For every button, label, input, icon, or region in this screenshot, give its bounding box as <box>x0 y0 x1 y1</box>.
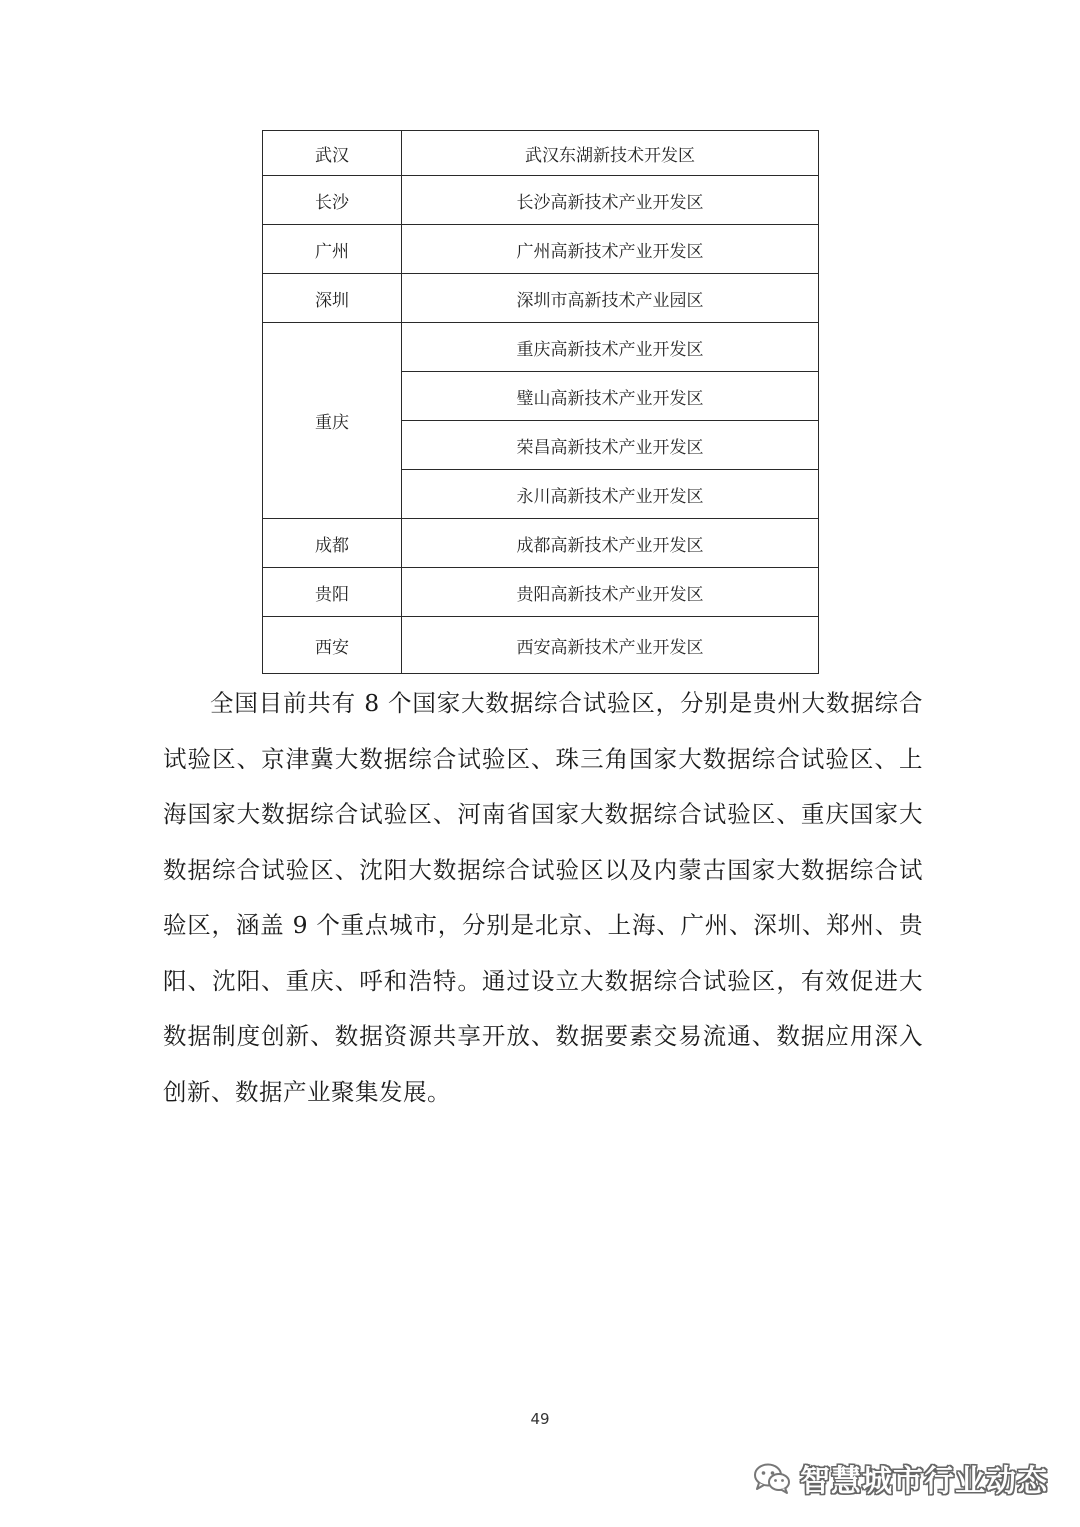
table-row <box>263 131 819 176</box>
table-row <box>263 323 819 372</box>
watermark <box>752 1456 1048 1500</box>
zone-cell: 武汉东湖新技术开发区 <box>402 131 819 176</box>
zone-cell: 深圳市高新技术产业园区 <box>402 274 819 323</box>
city-cell: 深圳 <box>263 274 402 323</box>
city-cell: 广州 <box>263 225 402 274</box>
table-row <box>263 225 819 274</box>
zone-cell: 璧山高新技术产业开发区 <box>402 372 819 421</box>
high-tech-zone-table <box>262 130 819 674</box>
zone-cell: 荣昌高新技术产业开发区 <box>402 421 819 470</box>
table-row <box>263 568 819 617</box>
table-row <box>263 519 819 568</box>
zone-cell: 永川高新技术产业开发区 <box>402 470 819 519</box>
city-cell: 贵阳 <box>263 568 402 617</box>
zone-cell: 重庆高新技术产业开发区 <box>402 323 819 372</box>
city-cell: 成都 <box>263 519 402 568</box>
zone-cell: 广州高新技术产业开发区 <box>402 225 819 274</box>
zone-cell: 西安高新技术产业开发区 <box>402 617 819 674</box>
table-row <box>263 176 819 225</box>
table-row <box>263 274 819 323</box>
zone-cell: 贵阳高新技术产业开发区 <box>402 568 819 617</box>
page-number: 49 <box>530 1410 550 1428</box>
wechat-icon <box>752 1461 792 1495</box>
body-paragraph: 全国目前共有 8 个国家大数据综合试验区，分别是贵州大数据综合试验区、京津冀大数据综合试验区、珠三角国家大数据综合试验区、上海国家大数据综合试验区、河南省国家大数据综合试验区、重庆国家大数据综合试验区、沈阳大数据综合试验区以及内蒙古国家大数据综合试验区，涵盖 9 个重点城市，分别是北京、上海、广州、深圳、郑州、贵阳、沈阳、重庆、呼和浩特。通过设立大数据综合试验区，有效促进大数据制度创新、数据资源共享开放、数据要素交易流通、数据应用深入创新、数据产业聚集发展。 <box>163 689 923 1106</box>
watermark-text: 智慧城市行业动态 <box>800 1464 1048 1499</box>
table-row <box>263 617 819 674</box>
zone-cell: 长沙高新技术产业开发区 <box>402 176 819 225</box>
city-cell: 长沙 <box>263 176 402 225</box>
city-cell: 重庆 <box>263 323 402 519</box>
city-cell: 西安 <box>263 617 402 674</box>
zone-cell: 成都高新技术产业开发区 <box>402 519 819 568</box>
city-cell: 武汉 <box>263 131 402 176</box>
